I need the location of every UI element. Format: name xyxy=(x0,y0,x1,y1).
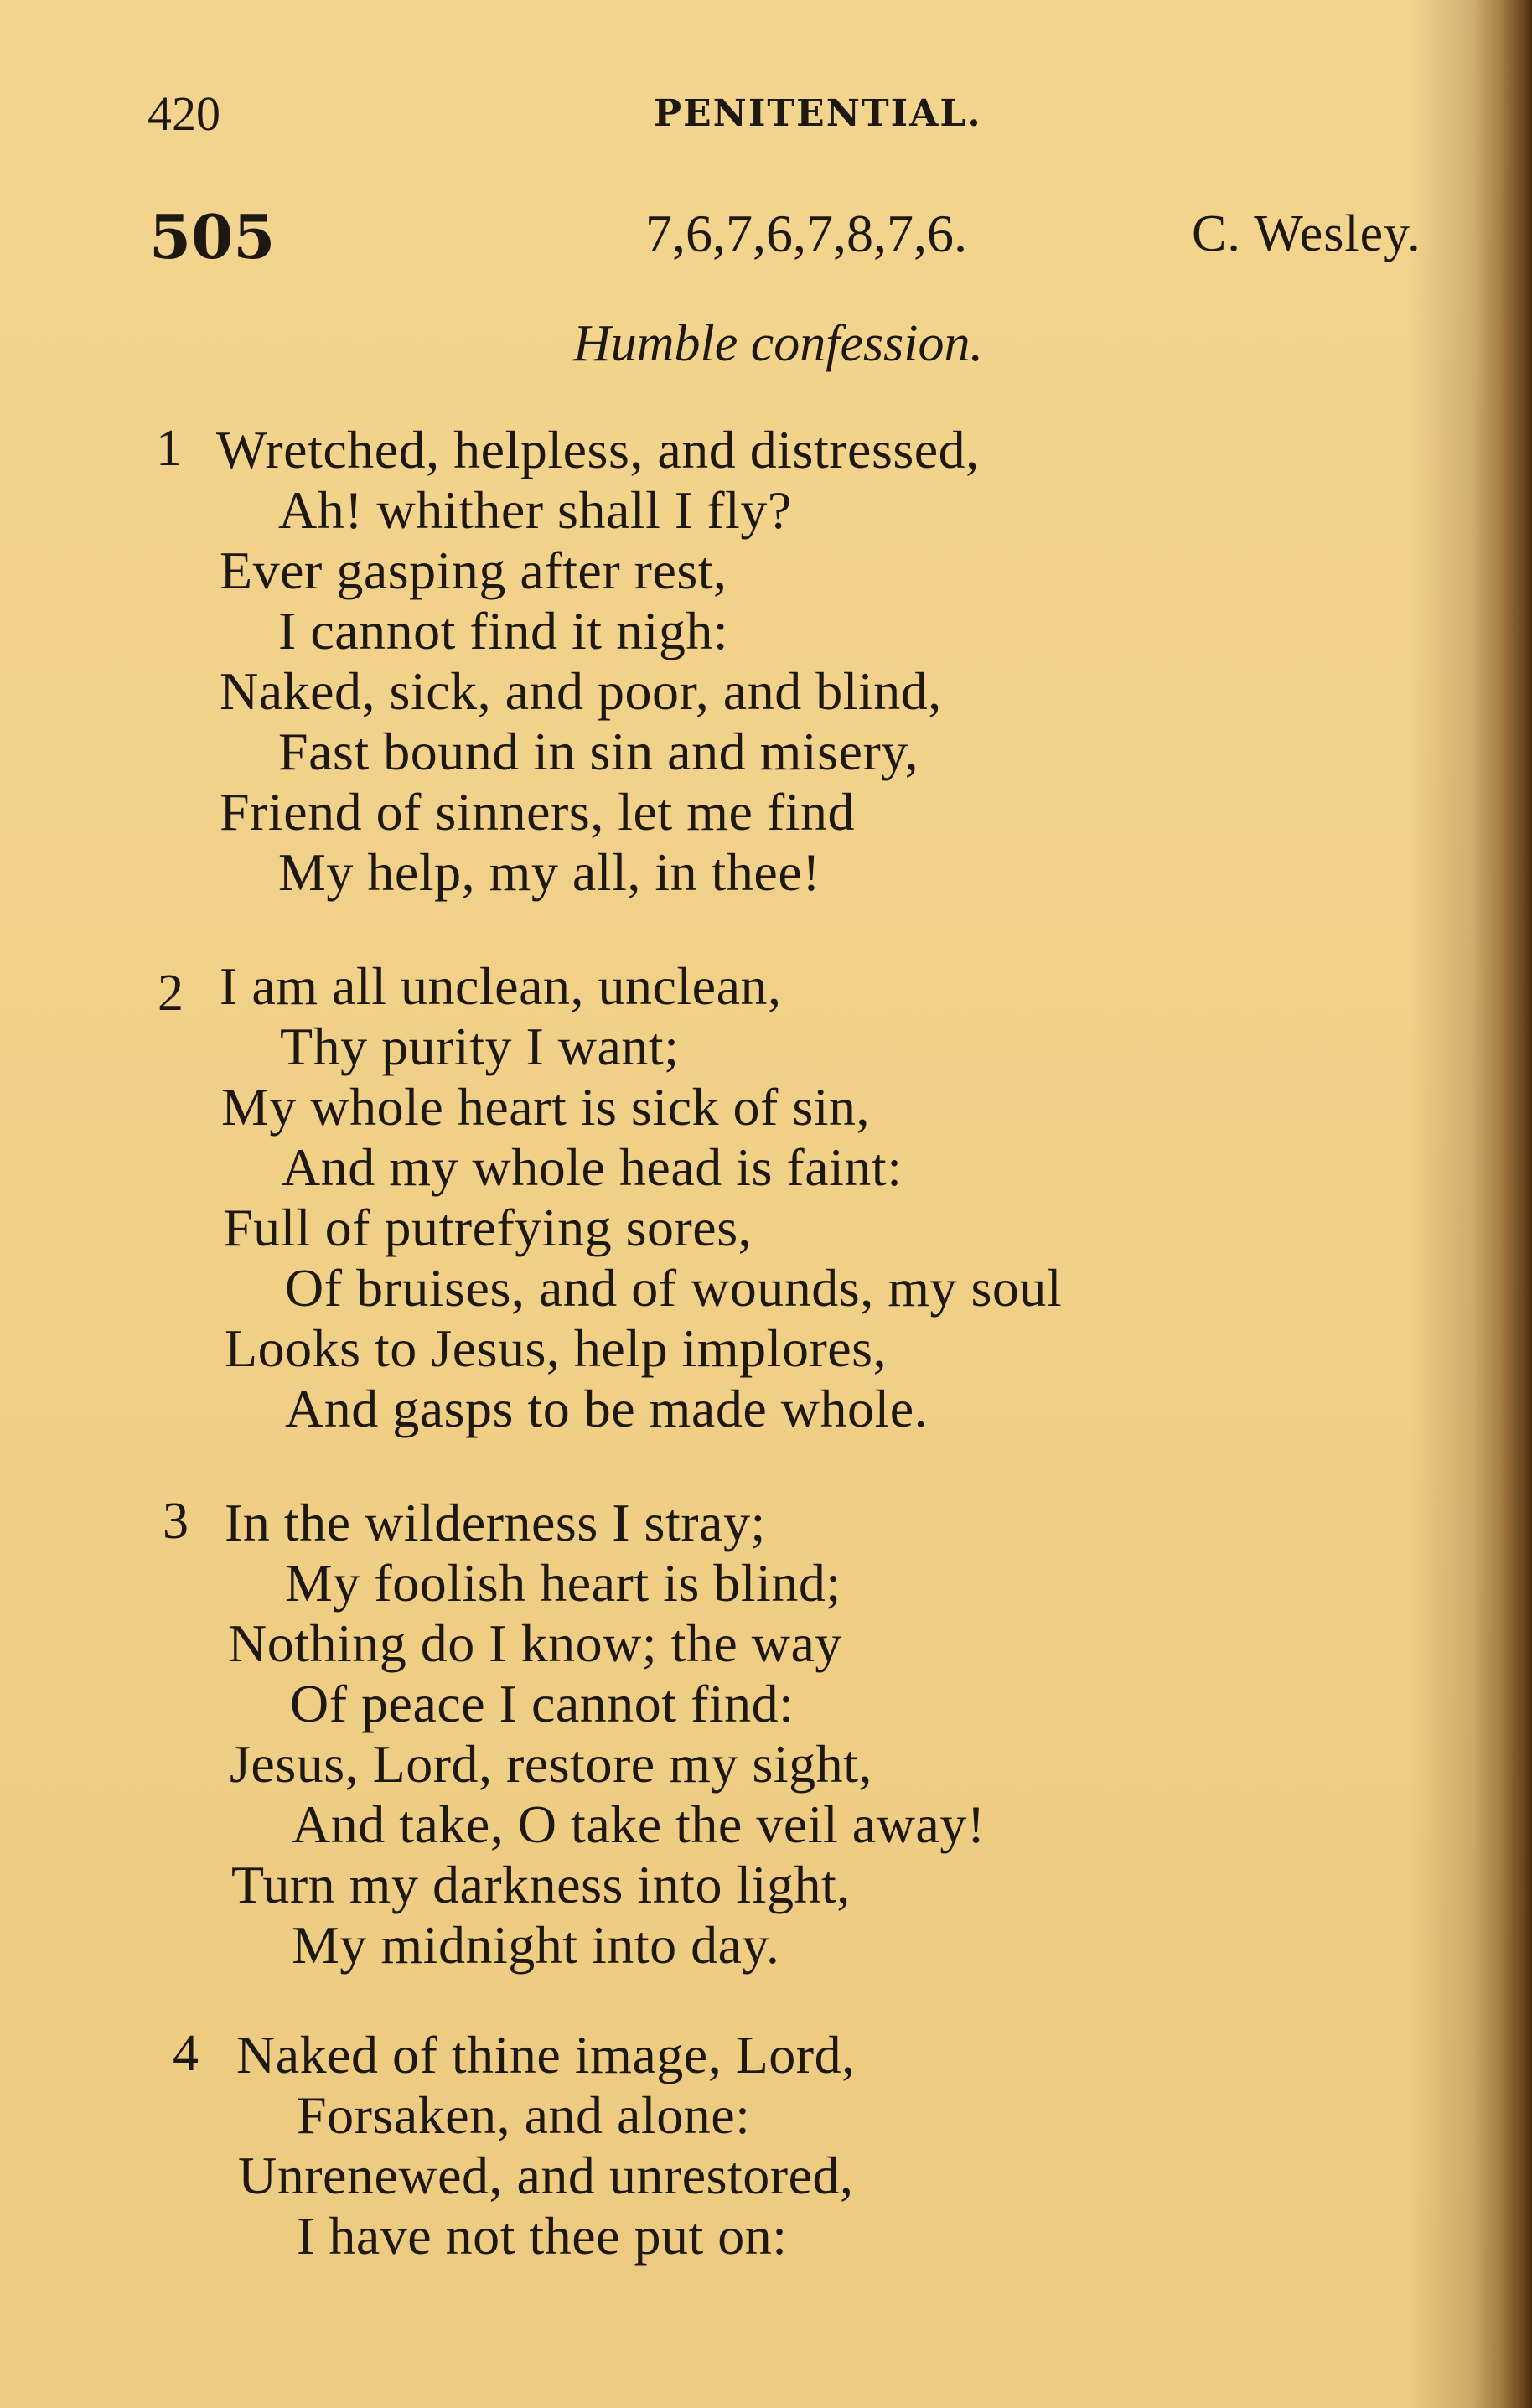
hymn-meter: 7,6,7,6,7,8,7,6. xyxy=(645,204,967,263)
stanza-number: 1 xyxy=(156,420,182,477)
verse-line: Ever gasping after rest, xyxy=(220,541,727,600)
page-number: 420 xyxy=(148,86,220,141)
hymn-subtitle: Humble confession. xyxy=(573,315,984,372)
page-header xyxy=(0,85,1532,153)
verse-line: Of bruises, and of wounds, my soul xyxy=(285,1258,1063,1318)
verse-line: I am all unclean, unclean, xyxy=(220,956,782,1016)
verse-line: My midnight into day. xyxy=(292,1915,780,1975)
verse-line: I have not thee put on: xyxy=(297,2206,788,2266)
verse-line: Fast bound in sin and misery, xyxy=(278,722,919,781)
hymn-heading xyxy=(0,201,1532,277)
section-title: PENITENTIAL. xyxy=(654,92,982,135)
verse-line: My whole heart is sick of sin, xyxy=(221,1077,870,1137)
verse-line: I cannot find it nigh: xyxy=(278,601,729,660)
verse-line: In the wilderness I stray; xyxy=(225,1493,766,1552)
page-edge-shadow xyxy=(1473,0,1532,2408)
verse-line: Naked of thine image, Lord, xyxy=(236,2025,856,2084)
verse-line: Forsaken, and alone: xyxy=(297,2085,751,2145)
hymn-number: 505 xyxy=(149,201,276,272)
verse-line: My help, my all, in thee! xyxy=(278,842,821,902)
verse-line: And take, O take the veil away! xyxy=(292,1794,986,1854)
stanza-number: 3 xyxy=(163,1493,189,1550)
verse-line: Naked, sick, and poor, and blind, xyxy=(220,661,942,721)
verse-line: Nothing do I know; the way xyxy=(228,1613,842,1673)
verse-line: Wretched, helpless, and distressed, xyxy=(216,420,980,479)
verse-line: Friend of sinners, let me find xyxy=(220,782,855,842)
stanza-number: 4 xyxy=(173,2025,199,2082)
verse-line: Ah! whither shall I fly? xyxy=(278,480,792,540)
verse-line: And gasps to be made whole. xyxy=(285,1379,929,1438)
verse-line: Of peace I cannot find: xyxy=(290,1674,794,1733)
verse-line: Turn my darkness into light, xyxy=(231,1855,851,1914)
verse-line: Full of putrefying sores, xyxy=(223,1198,753,1257)
verse-line: Thy purity I want; xyxy=(280,1017,680,1076)
verse-line: Unrenewed, and unrestored, xyxy=(238,2146,854,2205)
hymn-author: C. Wesley. xyxy=(1192,205,1421,262)
verse-line: Jesus, Lord, restore my sight, xyxy=(230,1734,872,1794)
verse-line: Looks to Jesus, help implores, xyxy=(225,1318,888,1378)
stanza-number: 2 xyxy=(158,965,184,1022)
verse-line: My foolish heart is blind; xyxy=(285,1553,841,1613)
verse-line: And my whole head is faint: xyxy=(282,1137,903,1197)
